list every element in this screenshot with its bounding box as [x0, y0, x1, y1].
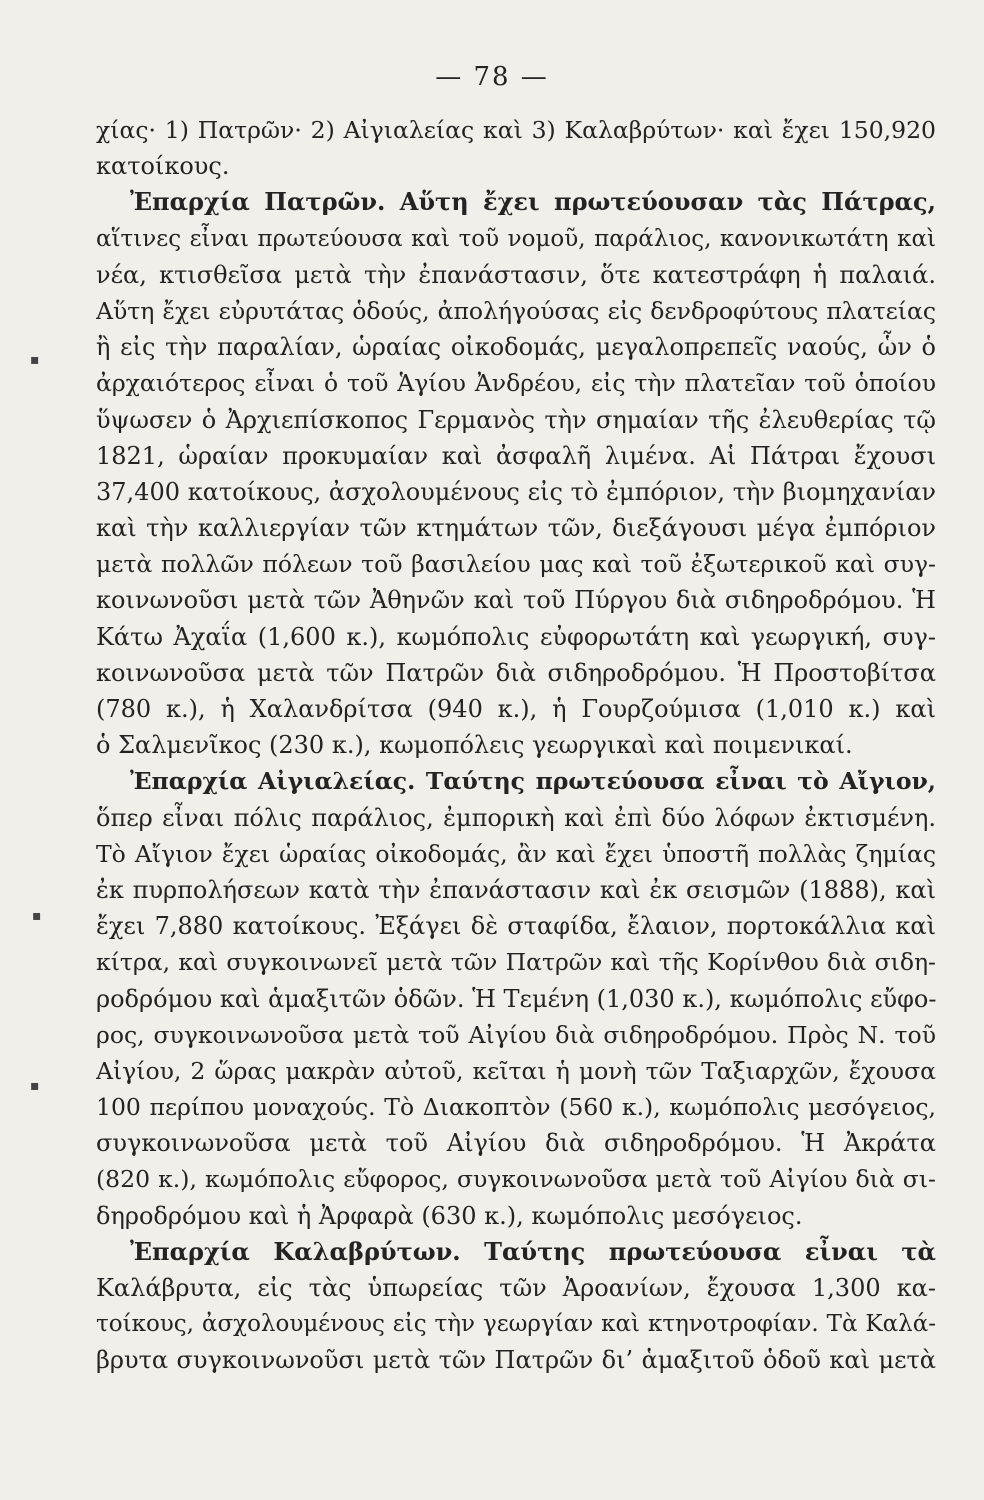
text-line: ὕψωσεν ὁ Ἀρχιεπίσκοπος Γερμανὸς τὴν σημαίαν τῆς ἐλευθερίας τῷ [96, 405, 936, 434]
page-number: — 78 — [435, 62, 549, 92]
text-line: κοινωνοῦσα μετὰ τῶν Πατρῶν διὰ σιδηροδρόμου. Ἡ Προστοβίτσα [96, 658, 936, 687]
text-line: ροδρόμου καὶ ἁμαξιτῶν ὁδῶν. Ἡ Τεμένη (1,030 κ.), κωμόπολις εὔφο- [96, 984, 936, 1013]
text-line: ἔχει 7,880 κατοίκους. Ἐξάγει δὲ σταφίδα, ἔλαιον, πορτοκάλλια καὶ [96, 912, 936, 941]
section-heading-line: Ἐπαρχία Αἰγιαλείας. Ταύτης πρωτεύουσα εἶναι τὸ Αἴγιον, [130, 767, 936, 796]
text-line: 37,400 κατοίκους, ἀσχολουμένους εἰς τὸ ἐμπόριον, τὴν βιομηχανίαν [96, 477, 936, 506]
text-line: κοινωνοῦσι μετὰ τῶν Ἀθηνῶν καὶ τοῦ Πύργου διὰ σιδηροδρόμου. Ἡ [96, 586, 936, 615]
text-line: Καλάβρυτα, εἰς τὰς ὑπωρείας τῶν Ἀροανίων, ἔχουσα 1,300 κα- [96, 1274, 936, 1302]
text-line: ἐκ πυρπολήσεων κατὰ τὴν ἐπανάστασιν καὶ ἐκ σεισμῶν (1888), καὶ [96, 875, 936, 904]
margin-mark: ▪ [32, 908, 42, 924]
section-heading-line: Ἐπαρχία Πατρῶν. Αὕτη ἔχει πρωτεύουσαν τὰς Πάτρας, [130, 187, 936, 217]
text-line: 100 περίπου μοναχούς. Τὸ Διακοπτὸν (560 κ.), κωμόπολις μεσόγειος, [96, 1093, 936, 1122]
section-heading-line: Ἐπαρχία Καλαβρύτων. Ταύτης πρωτεύουσα εἶναι τὰ [130, 1236, 936, 1266]
text-line: ρος, συγκοινωνοῦσα μετὰ τοῦ Αἰγίου διὰ σιδηροδρόμου. Πρὸς Ν. τοῦ [96, 1020, 936, 1049]
text-line: βρυτα συγκοινωνοῦσι μετὰ τῶν Πατρῶν δι’ ἁμαξιτοῦ ὁδοῦ καὶ μετὰ [96, 1346, 936, 1375]
text-line: κατοίκους. [96, 152, 230, 181]
text-line: τοίκους, ἀσχολουμένους εἰς τὴν γεωργίαν καὶ κτηνοτροφίαν. Τὰ Καλά- [96, 1311, 936, 1338]
text-line: ἀρχαιότερος εἶναι ὁ τοῦ Ἁγίου Ἀνδρέου, εἰς τὴν πλατεῖαν τοῦ ὁποίου [96, 369, 936, 398]
text-line: αἵτινες εἶναι πρωτεύουσα καὶ τοῦ νομοῦ, παράλιος, κανονικωτάτη καὶ [96, 225, 936, 252]
text-line: κίτρα, καὶ συγκοινωνεῖ μετὰ τῶν Πατρῶν καὶ τῆς Κορίνθου διὰ σιδη- [96, 948, 936, 977]
text-line: Τὸ Αἴγιον ἔχει ὡραίας οἰκοδομάς, ἂν καὶ ἔχει ὑποστῆ πολλὰς ζημίας [96, 839, 936, 868]
text-line: μετὰ πολλῶν πόλεων τοῦ βασιλείου μας καὶ τοῦ ἐξωτερικοῦ καὶ συγ- [96, 550, 936, 579]
text-line: (820 κ.), κωμόπολις εὔφορος, συγκοινωνοῦσα μετὰ τοῦ Αἰγίου διὰ σι- [96, 1165, 936, 1194]
margin-mark: ▪ [30, 1078, 40, 1094]
margin-mark: ▪ [30, 352, 40, 368]
text-line: δηροδρόμου καὶ ἡ Ἀρφαρὰ (630 κ.), κωμόπολις μεσόγειος. [96, 1201, 803, 1230]
text-line: Αὕτη ἔχει εὐρυτάτας ὁδούς, ἀπολήγούσας εἰς δενδροφύτους πλατείας [96, 296, 936, 325]
text-line: ὅπερ εἶναι πόλις παράλιος, ἐμπορικὴ καὶ ἐπὶ δύο λόφων ἐκτισμένη. [96, 803, 936, 832]
text-line: συγκοινωνοῦσα μετὰ τοῦ Αἰγίου διὰ σιδηροδρόμου. Ἡ Ἀκράτα [96, 1129, 936, 1158]
body-text [96, 112, 936, 1379]
text-line: καὶ τὴν καλλιεργίαν τῶν κτημάτων τῶν, διεξάγουσι μέγα ἐμπόριον [96, 514, 936, 543]
text-line: χίας· 1) Πατρῶν· 2) Αἰγιαλείας καὶ 3) Καλαβρύτων· καὶ ἔχει 150,920 [96, 116, 936, 144]
text-line: Κάτω Ἀχαΐα (1,600 κ.), κωμόπολις εὐφορωτάτη καὶ γεωργική, συγ- [96, 622, 936, 651]
text-line: (780 κ.), ἡ Χαλανδρίτσα (940 κ.), ἡ Γουρζούμισα (1,010 κ.) καὶ [96, 695, 936, 723]
text-line: 1821, ὡραίαν προκυμαίαν καὶ ἀσφαλῆ λιμένα. Αἱ Πάτραι ἔχουσι [96, 441, 936, 470]
text-line: νέα, κτισθεῖσα μετὰ τὴν ἐπανάστασιν, ὅτε κατεστράφη ἡ παλαιά. [96, 260, 936, 289]
text-line: Αἰγίου, 2 ὥρας μακρὰν αὐτοῦ, κεῖται ἡ μονὴ τῶν Ταξιαρχῶν, ἔχουσα [96, 1056, 936, 1085]
text-line: ἢ εἰς τὴν παραλίαν, ὡραίας οἰκοδομάς, μεγαλοπρεπεῖς ναούς, ὧν ὁ [96, 333, 936, 362]
text-line: ὁ Σαλμενῖκος (230 κ.), κωμοπόλεις γεωργικαὶ καὶ ποιμενικαί. [96, 731, 853, 760]
